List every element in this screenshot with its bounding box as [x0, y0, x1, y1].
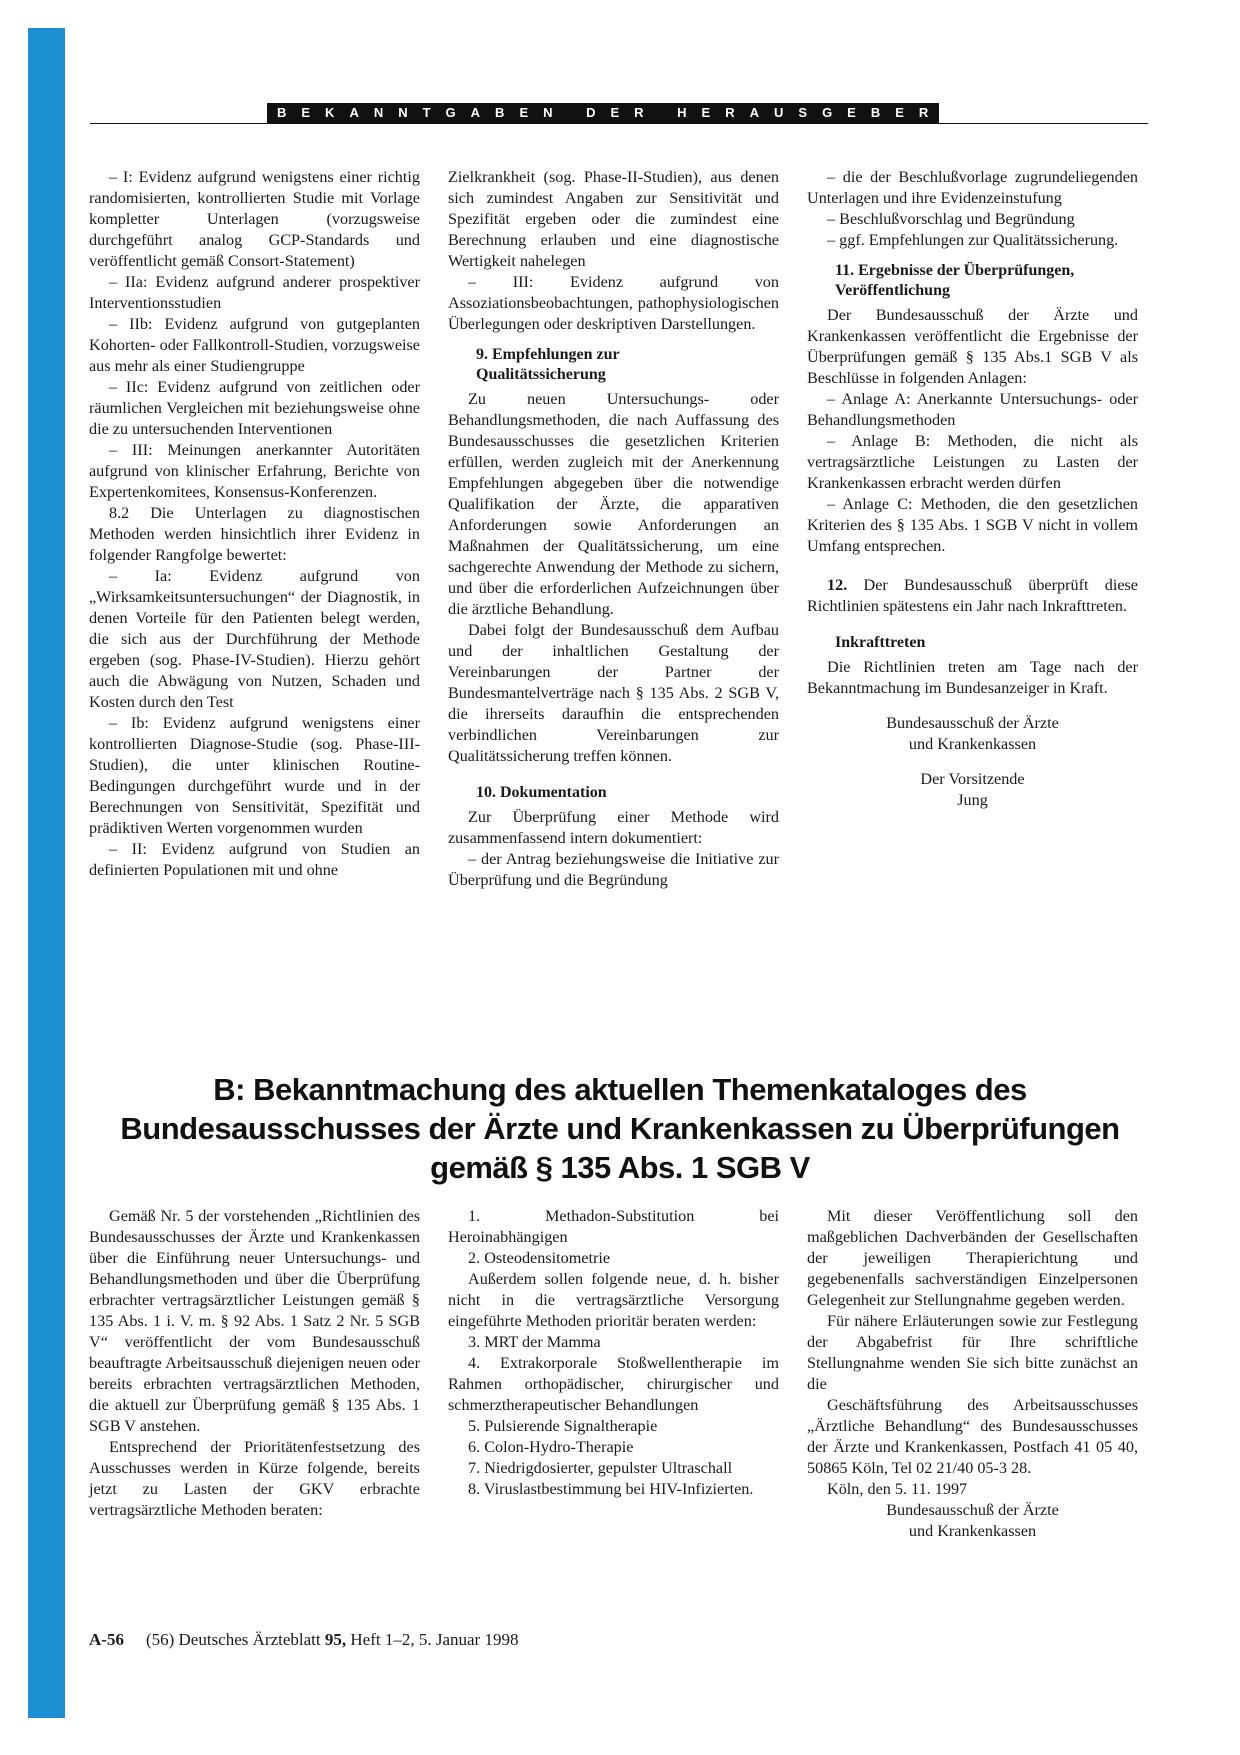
- paragraph: Zu neuen Untersuchungs- oder Behandlungsmethoden, die nach Auffassung des Bundesausschusses die gesetzlichen Kriterien erfüllen, werden zugleich mit der Anerkennung Empfehlungen abgegeben über die notwendige Qualifikation der Ärzte, die apparativen Anforderungen sowie Anforderungen an Maßnahmen der Qualitätssicherung, um eine sachgerechte Anwendung der Methode zu sichern, und über die erforderlichen Aufzeichnungen über die ärztliche Behandlung.: [448, 390, 779, 618]
- paragraph: – Beschlußvorschlag und Begründung: [827, 210, 1075, 228]
- bottom-column-2: [448, 1206, 779, 1500]
- list-item: 6. Colon-Hydro-Therapie: [468, 1438, 634, 1456]
- signature-org: Bundesausschuß der Ärzte und Krankenkassen: [886, 1501, 1059, 1540]
- top-column-3: [807, 167, 1138, 811]
- paragraph: – ggf. Empfehlungen zur Qualitätssicherung.: [827, 231, 1119, 249]
- journal-citation: (56) Deutsches Ärzteblatt: [145, 1630, 325, 1649]
- paragraph: – IIb: Evidenz aufgrund von gutgeplanten Kohorten- oder Fallkontroll-Studien, vorzugsweise aus mehr als einer Studiengruppe: [89, 315, 420, 375]
- paragraph: Außerdem sollen folgende neue, d. h. bisher nicht in die vertragsärztliche Versorgung eingeführte Methoden prioritär beraten werden:: [448, 1270, 779, 1330]
- paragraph: Der Bundesausschuß der Ärzte und Krankenkassen veröffentlicht die Ergebnisse der Überprüfungen gemäß § 135 Abs.1 SGB V als Beschlüsse in folgenden Anlagen:: [807, 306, 1138, 387]
- paragraph: Gemäß Nr. 5 der vorstehenden „Richtlinien des Bundesausschusses der Ärzte und Krankenkassen über die Einführung neuer Untersuchungs- und Behandlungsmethoden und über die Überprüfung erbrachter vertragsärztlicher Leistungen gemäß § 135 Abs. 1 i. V. m. § 92 Abs. 1 Satz 2 Nr. 5 SGB V“ veröffentlicht der vom Bundesausschuß beauftragte Arbeitsausschuß diejenigen neuen oder bereits erbrachten vertragsärztlichen Methoden, die aktuell zur Überprüfung gemäß § 135 Abs. 1 SGB V anstehen.: [89, 1207, 420, 1435]
- paragraph: – I: Evidenz aufgrund wenigstens einer richtig randomisierten, kontrollierten Studie mit Vorlage kompletter Unterlagen (vorzugsweise durchgeführt analog GCP-Standards und veröffentlicht gemäß Consort-Statement): [89, 168, 420, 270]
- paragraph: – Ia: Evidenz aufgrund von „Wirksamkeitsuntersuchungen“ der Diagnostik, in denen Vorteile für den Patienten belegt werden, die sich aus der Durchführung der Methode ergeben (sog. Phase-IV-Studien). Hierzu gehört auch die Abwägung von Nutzen, Schaden und Kosten durch den Test: [89, 567, 420, 711]
- paragraph: – IIa: Evidenz aufgrund anderer prospektiver Interventionsstudien: [89, 273, 420, 312]
- paragraph: Dabei folgt der Bundesausschuß dem Aufbau und der inhaltlichen Gestaltung der Vereinbarungen der Partner der Bundesmantelverträge nach § 135 Abs. 2 SGB V, die ihrerseits daraufhin die entsprechenden verbindlichen Vereinbarungen zur Qualitätssicherung treffen können.: [448, 621, 779, 765]
- signature-person: Der Vorsitzende Jung: [920, 770, 1025, 809]
- paragraph: Entsprechend der Prioritätenfestsetzung des Ausschusses werden in Kürze folgende, bereits jetzt zu Lasten der GKV erbrachte vertragsärztliche Methoden beraten:: [89, 1438, 420, 1519]
- list-item: 3. MRT der Mamma: [468, 1333, 601, 1351]
- list-item: 1. Methadon-Substitution bei Heroinabhängigen: [448, 1207, 779, 1246]
- list-item: 8. Viruslastbestimmung bei HIV-Infizierten.: [468, 1480, 754, 1498]
- section-number-12: 12.: [827, 576, 848, 594]
- list-item: 4. Extrakorporale Stoßwellentherapie im Rahmen orthopädischer, chirurgischer und schmerztherapeutischer Behandlungen: [448, 1354, 779, 1414]
- section-heading-11: 11. Ergebnisse der Überprüfungen, Veröffentlichung: [835, 262, 1075, 299]
- side-color-bar: [28, 28, 65, 1718]
- paragraph: Die Richtlinien treten am Tage nach der Bekanntmachung im Bundesanzeiger in Kraft.: [807, 658, 1138, 697]
- page-footer: [89, 1629, 518, 1651]
- inkrafttreten-heading: Inkrafttreten: [835, 634, 926, 651]
- date-line: Köln, den 5. 11. 1997: [827, 1480, 968, 1498]
- title-line: Bundesausschusses der Ärzte und Krankenkassen zu Überprüfungen: [120, 1111, 1120, 1146]
- section-heading-10: 10. Dokumentation: [476, 784, 607, 801]
- paragraph: – Anlage A: Anerkannte Untersuchungs- oder Behandlungsmethoden: [807, 390, 1138, 429]
- paragraph: Zur Überprüfung einer Methode wird zusammenfassend intern dokumentiert:: [448, 808, 779, 847]
- header-rule: [90, 123, 1148, 124]
- paragraph: – der Antrag beziehungsweise die Initiative zur Überprüfung und die Begründung: [448, 850, 779, 889]
- paragraph: – IIc: Evidenz aufgrund von zeitlichen oder räumlichen Vergleichen mit beziehungsweise ohne die zu untersuchenden Interventionen: [89, 378, 420, 438]
- paragraph: – Anlage C: Methoden, die den gesetzlichen Kriterien des § 135 Abs. 1 SGB V nicht in vollem Umfang entsprechen.: [807, 495, 1138, 555]
- volume-number: 95,: [324, 1630, 347, 1649]
- paragraph-12: 12. Der Bundesausschuß überprüft diese Richtlinien spätestens ein Jahr nach Inkrafttreten.: [807, 576, 1138, 615]
- bottom-column-1: [89, 1206, 420, 1521]
- title-line: B: Bekanntmachung des aktuellen Themenkataloges des: [213, 1072, 1027, 1107]
- page-number: A-56: [89, 1630, 124, 1649]
- spacer: [807, 557, 1138, 575]
- section-header-band: BEKANNTGABEN DER HERAUSGEBER: [267, 103, 939, 123]
- list-item: 5. Pulsierende Signaltherapie: [468, 1417, 658, 1435]
- section-heading-9: 9. Empfehlungen zur Qualitätssicherung: [476, 346, 620, 383]
- list-item: 2. Osteodensitometrie: [468, 1249, 611, 1267]
- bottom-column-3: [807, 1206, 1138, 1542]
- signature-org: Bundesausschuß der Ärzte und Krankenkassen: [886, 714, 1059, 753]
- title-line: gemäß § 135 Abs. 1 SGB V: [430, 1150, 810, 1185]
- paragraph: Zielkrankheit (sog. Phase-II-Studien), aus denen sich zumindest Angaben zur Sensitivität und Spezifität ergeben oder die zumindest eine Berechnung erlauben und eine diagnostische Wertigkeit nahelegen: [448, 168, 779, 270]
- paragraph: – III: Meinungen anerkannter Autoritäten aufgrund von klinischer Erfahrung, Berichte von Expertenkomitees, Konsensus-Konferenzen.: [89, 441, 420, 501]
- list-item: 7. Niedrigdosierter, gepulster Ultraschall: [468, 1459, 733, 1477]
- top-column-1: [89, 167, 420, 881]
- paragraph: 8.2 Die Unterlagen zu diagnostischen Methoden werden hinsichtlich ihrer Evidenz in folgender Rangfolge bewertet:: [89, 504, 420, 564]
- paragraph: – die der Beschlußvorlage zugrundeliegenden Unterlagen und ihre Evidenzeinstufung: [807, 168, 1138, 207]
- issue-date: Heft 1–2, 5. Januar 1998: [346, 1630, 519, 1649]
- paragraph: – Anlage B: Methoden, die nicht als vertragsärztliche Leistungen zu Lasten der Krankenkassen erbracht werden dürfen: [807, 432, 1138, 492]
- paragraph: Geschäftsführung des Arbeitsausschusses „Ärztliche Behandlung“ des Bundesausschusses der Ärzte und Krankenkassen, Postfach 41 05 40, 50865 Köln, Tel 02 21/40 05-3 28.: [807, 1396, 1138, 1477]
- article-title: [90, 1070, 1150, 1187]
- paragraph: Mit dieser Veröffentlichung soll den maßgeblichen Dachverbänden der Gesellschaften der jeweiligen Therapierichtung und gegebenenfalls sachverständigen Einzelpersonen Gelegenheit zur Stellungnahme gegeben werden.: [807, 1207, 1138, 1309]
- paragraph: Für nähere Erläuterungen sowie zur Festlegung der Abgabefrist für Ihre schriftliche Stellungnahme wenden Sie sich bitte zunächst an die: [807, 1312, 1138, 1393]
- top-column-2: [448, 167, 779, 891]
- paragraph: – III: Evidenz aufgrund von Assoziationsbeobachtungen, pathophysiologischen Überlegungen oder deskriptiven Darstellungen.: [448, 273, 779, 333]
- paragraph: – II: Evidenz aufgrund von Studien an definierten Populationen mit und ohne: [89, 840, 420, 879]
- paragraph: – Ib: Evidenz aufgrund wenigstens einer kontrollierten Diagnose-Studie (sog. Phase-III-Studien), die unter klinischen Routine-Bedingungen durchgeführt wurde und in der Berechnungen von Sensitivität, Spezifität und prädiktiven Werten vorgenommen wurden: [89, 714, 420, 837]
